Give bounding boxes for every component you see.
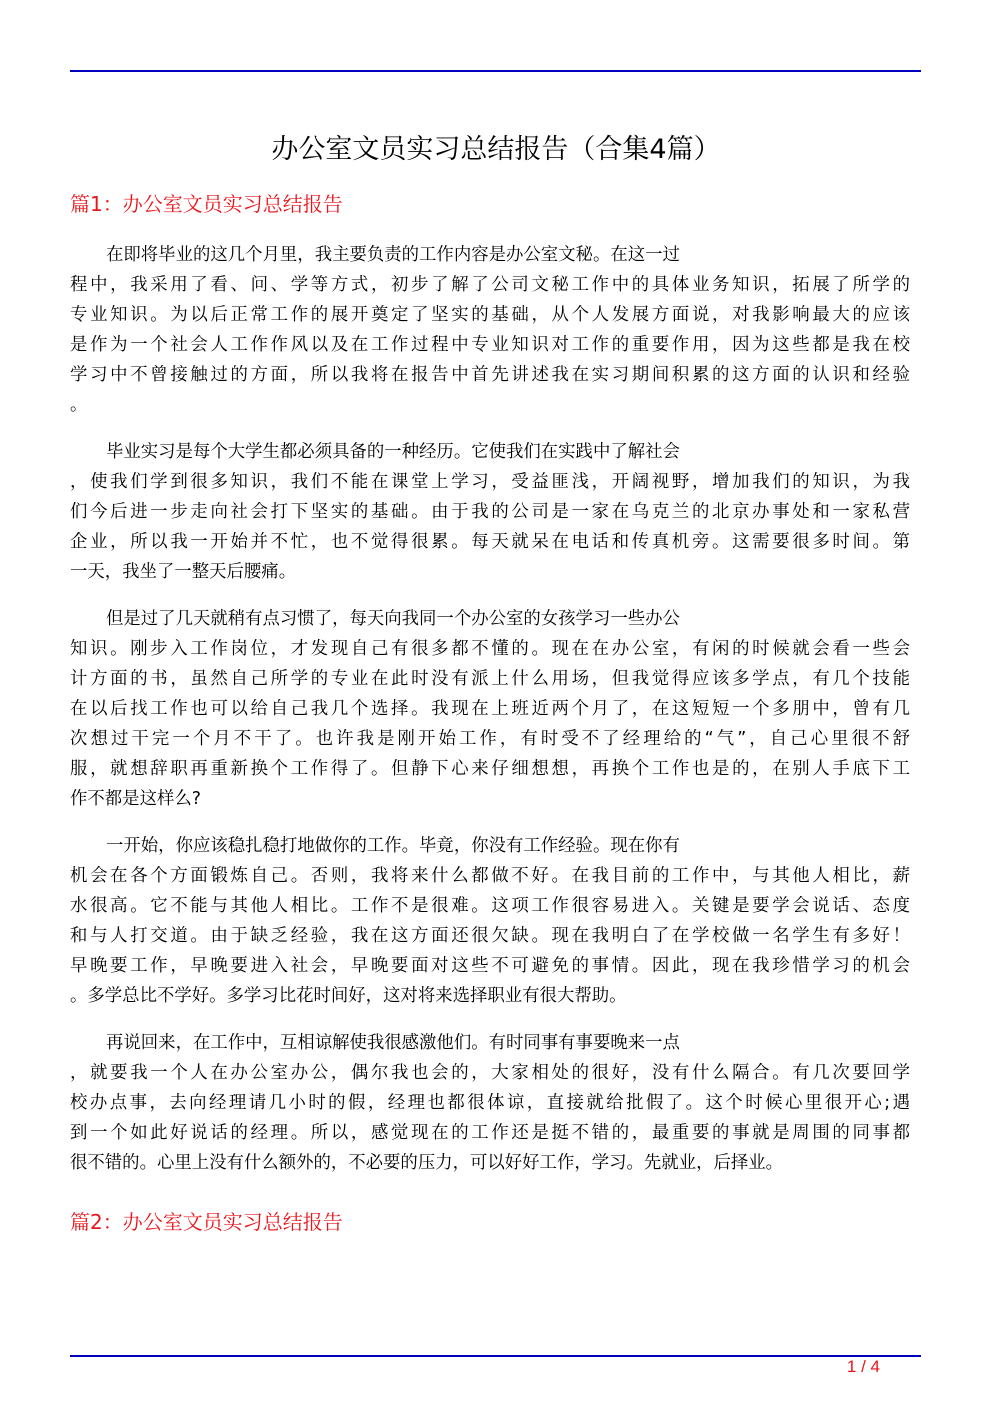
paragraph-line: 计方面的书，虽然自己所学的专业在此时没有派上什么用场，但我觉得应该多学点，有几个技能 — [70, 669, 910, 689]
paragraph-line: 但是过了几天就稍有点习惯了，每天向我同一个办公室的女孩学习一些办公 — [106, 609, 680, 629]
paragraph-line: 机会在各个方面锻炼自己。否则，我将来什么都做不好。在我目前的工作中，与其他人相比，薪 — [70, 866, 910, 886]
paragraph-line: 。多学总比不学好。多学习比花时间好，这对将来选择职业有很大帮助。 — [70, 986, 627, 1006]
footer-rule — [70, 1355, 921, 1357]
paragraph-line: 水很高。它不能与其他人相比。工作不是很难。这项工作很容易进入。关键是要学会说话、态度 — [70, 896, 910, 916]
paragraph-line: ，就要我一个人在办公室办公，偶尔我也会的，大家相处的很好，没有什么隔合。有几次要回学 — [70, 1063, 910, 1083]
paragraph-line: 。 — [70, 395, 88, 415]
paragraph-line: 在以后找工作也可以给自己我几个选择。我现在上班近两个月了，在这短短一个多朋中，曾有几 — [70, 699, 910, 719]
section-heading-2: 篇2：办公室文员实习总结报告 — [70, 1210, 343, 1234]
paragraph — [70, 240, 910, 420]
paragraph-line: 程中，我采用了看、问、学等方式，初步了解了公司文秘工作中的具体业务知识，拓展了所学的 — [70, 275, 910, 295]
page-number: 1 / 4 — [846, 1357, 880, 1376]
paragraph-line: 早晚要工作，早晚要进入社会，早晚要面对这些不可避免的事情。因此，现在我珍惜学习的机会 — [70, 956, 910, 976]
paragraph-line: 企业，所以我一开始并不忙，也不觉得很累。每天就呆在电话和传真机旁。这需要很多时间。第 — [70, 532, 910, 552]
paragraph-line: 作不都是这样么? — [70, 789, 201, 809]
paragraph-line: 一开始，你应该稳扎稳打地做你的工作。毕竟，你没有工作经验。现在你有 — [106, 836, 680, 856]
header-rule — [70, 70, 921, 72]
paragraph-line: ，使我们学到很多知识，我们不能在课堂上学习，受益匪浅，开阔视野，增加我们的知识，为我 — [70, 472, 910, 492]
paragraph-line: 是作为一个社会人工作作风以及在工作过程中专业知识对工作的重要作用，因为这些都是我在校 — [70, 335, 910, 355]
paragraph-line: 很不错的。心里上没有什么额外的，不必要的压力，可以好好工作，学习。先就业，后择业。 — [70, 1153, 784, 1173]
paragraph-line: 到一个如此好说话的经理。所以，感觉现在的工作还是挺不错的，最重要的事就是周围的同事都 — [70, 1123, 910, 1143]
paragraph-line: 服，就想辞职再重新换个工作得了。但静下心来仔细想想，再换个工作也是的，在别人手底下工 — [70, 759, 910, 779]
paragraph-line: 知识。刚步入工作岗位，才发现自己有很多都不懂的。现在在办公室，有闲的时候就会看一些会 — [70, 639, 910, 659]
paragraph-line: 学习中不曾接触过的方面，所以我将在报告中首先讲述我在实习期间积累的这方面的认识和经验 — [70, 365, 910, 385]
paragraph-line: 一天，我坐了一整天后腰痛。 — [70, 562, 297, 582]
paragraph-line: 校办点事，去向经理请几小时的假，经理也都很体谅，直接就给批假了。这个时候心里很开心;遇 — [70, 1093, 910, 1113]
paragraph — [70, 604, 910, 814]
paragraph-line: 在即将毕业的这几个月里，我主要负责的工作内容是办公室文秘。在这一过 — [106, 245, 680, 265]
document-body — [70, 240, 910, 1195]
paragraph-line: 毕业实习是每个大学生都必须具备的一种经历。它使我们在实践中了解社会 — [106, 442, 680, 462]
paragraph — [70, 831, 910, 1011]
document-title: 办公室文员实习总结报告（合集4篇） — [271, 134, 721, 165]
paragraph-line: 再说回来，在工作中，互相谅解使我很感激他们。有时同事有事要晚来一点 — [106, 1033, 680, 1053]
paragraph-line: 专业知识。为以后正常工作的展开奠定了坚实的基础，从个人发展方面说，对我影响最大的应该 — [70, 305, 910, 325]
paragraph-line: 和与人打交道。由于缺乏经验，我在这方面还很欠缺。现在我明白了在学校做一名学生有多好！ — [70, 926, 910, 946]
section-heading-1: 篇1：办公室文员实习总结报告 — [70, 192, 343, 216]
paragraph — [70, 1028, 910, 1178]
paragraph-line: 次想过干完一个月不干了。也许我是刚开始工作，有时受不了经理给的“气”，自己心里很不舒 — [70, 729, 910, 749]
paragraph — [70, 437, 910, 587]
paragraph-line: 们今后进一步走向社会打下坚实的基础。由于我的公司是一家在乌克兰的北京办事处和一家私营 — [70, 502, 910, 522]
